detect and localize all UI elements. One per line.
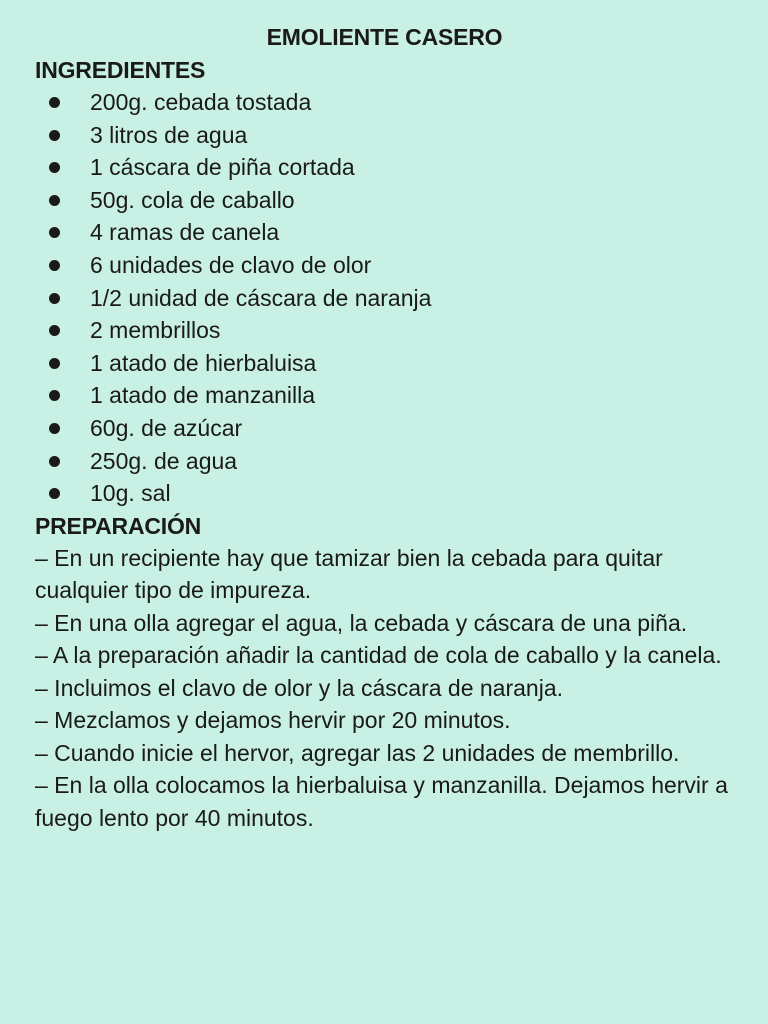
ingredient-text: 4 ramas de canela: [90, 219, 280, 246]
bullet-icon: [49, 260, 60, 271]
bullet-icon: [49, 293, 60, 304]
bullet-icon: [49, 423, 60, 434]
ingredient-text: 6 unidades de clavo de olor: [90, 251, 372, 278]
ingredient-item: [35, 282, 734, 315]
recipe-title: EMOLIENTE CASERO: [266, 24, 503, 50]
bullet-icon: [49, 325, 60, 336]
ingredient-text: 1 cáscara de piña cortada: [90, 154, 355, 181]
preparation-steps: [35, 542, 734, 835]
bullet-icon: [49, 390, 60, 401]
ingredient-text: 1 atado de manzanilla: [90, 382, 316, 409]
preparation-step: – Incluimos el clavo de olor y la cáscara de naranja.: [35, 674, 564, 701]
ingredient-item: [35, 379, 734, 412]
ingredient-item: [35, 445, 734, 478]
ingredient-text: 10g. sal: [90, 480, 171, 507]
bullet-icon: [49, 456, 60, 467]
ingredient-text: 60g. de azúcar: [90, 414, 243, 441]
bullet-icon: [49, 195, 60, 206]
ingredient-text: 200g. cebada tostada: [90, 89, 312, 115]
bullet-icon: [49, 130, 60, 141]
ingredient-item: [35, 86, 734, 119]
bullet-icon: [49, 97, 60, 108]
ingredient-text: 50g. cola de caballo: [90, 186, 295, 213]
ingredient-text: 1 atado de hierbaluisa: [90, 349, 317, 376]
ingredient-item: [35, 477, 734, 510]
ingredient-item: [35, 314, 734, 347]
bullet-icon: [49, 227, 60, 238]
preparation-heading: PREPARACIÓN: [35, 512, 202, 539]
ingredient-item: [35, 119, 734, 152]
preparation-step: – En una olla agregar el agua, la cebada y cáscara de una piña.: [35, 609, 688, 636]
ingredient-text: 3 litros de agua: [90, 121, 248, 148]
preparation-step: – En un recipiente hay que tamizar bien la cebada para quitar cualquier tipo de impureza.: [35, 544, 663, 604]
ingredient-text: 1/2 unidad de cáscara de naranja: [90, 284, 432, 311]
ingredients-list: [35, 86, 734, 510]
preparation-step: – Mezclamos y dejamos hervir por 20 minutos.: [35, 707, 511, 734]
bullet-icon: [49, 162, 60, 173]
preparation-step: – En la olla colocamos la hierbaluisa y manzanilla. Dejamos hervir a fuego lento por 40 minutos.: [35, 772, 728, 831]
ingredient-item: [35, 412, 734, 445]
preparation-step: – A la preparación añadir la cantidad de cola de caballo y la canela.: [35, 642, 722, 669]
ingredient-item: [35, 347, 734, 380]
ingredients-heading: INGREDIENTES: [35, 57, 206, 83]
ingredient-item: [35, 249, 734, 282]
ingredient-item: [35, 216, 734, 249]
preparation-step: – Cuando inicie el hervor, agregar las 2 unidades de membrillo.: [35, 739, 680, 766]
ingredient-item: [35, 151, 734, 184]
ingredient-text: 250g. de agua: [90, 447, 238, 474]
ingredient-text: 2 membrillos: [90, 317, 221, 344]
bullet-icon: [49, 488, 60, 499]
bullet-icon: [49, 358, 60, 369]
ingredient-item: [35, 184, 734, 217]
